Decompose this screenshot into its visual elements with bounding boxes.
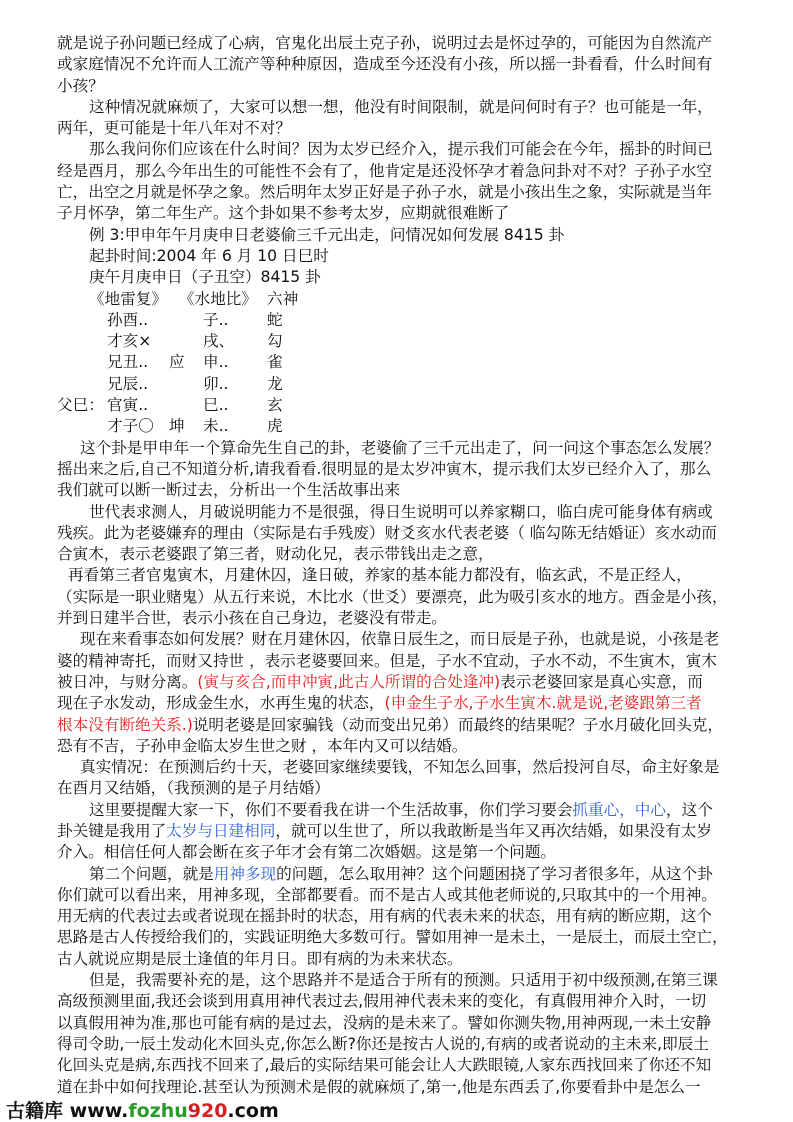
text-segment: 或家庭情况不允许而人工流产等种种原因，造成至今还没有小孩，所以摇一卦看看，什么时间有 xyxy=(57,55,712,74)
text-line xyxy=(57,800,737,821)
hexagram-cell: 兄丑.. xyxy=(107,353,149,372)
hexagram-cell: 雀 xyxy=(267,353,283,372)
text-segment: 例 3:甲申年午月庚申日老婆偷三千元出走，问情况如何发展 8415 卦 xyxy=(89,225,565,244)
text-line xyxy=(57,821,737,842)
hexagram-row xyxy=(57,352,737,373)
text-segment: 道在卦中如何找理论.甚至认为预测术是假的就麻烦了,第一,他是东西丢了,你要看卦中是怎么一 xyxy=(57,1077,701,1096)
header-changed-hexagram: 《水地比》 xyxy=(179,289,257,308)
text-line xyxy=(57,1055,737,1076)
text-line xyxy=(57,33,737,54)
header-original-hexagram: 《地雷复》 xyxy=(89,289,167,308)
text-line xyxy=(57,949,737,970)
text-line xyxy=(57,480,737,501)
text-line xyxy=(57,459,737,480)
text-line xyxy=(57,267,737,288)
text-segment: （实际是一职业赌鬼）从五行来说，木比水（世爻）要漂亮，此为吸引亥水的地方。酉金是小孩， xyxy=(57,587,728,606)
hexagram-cell: 龙 xyxy=(267,374,283,393)
text-segment: ，就可以生世了，所以我敢断是当年又再次结婚，如果没有太岁 xyxy=(275,821,712,840)
hexagram-cell: 子.. xyxy=(203,310,229,329)
text-segment: 摇出来之后,自己不知道分析,请我看看.很明显的是太岁冲寅木，提示我们太岁已经介入了，那么 xyxy=(57,459,712,478)
text-segment: 恐有不吉，子孙申金临太岁生世之财 ，本年内又可以结婚。 xyxy=(57,736,468,755)
text-line xyxy=(57,629,737,650)
hexagram-cell: 应 xyxy=(169,353,185,372)
hexagram-cell: 未.. xyxy=(203,417,229,436)
text-line xyxy=(57,565,737,586)
text-segment: 亡，出空之月就是怀孕之象。然后明年太岁正好是子孙子水，就是小孩出生之象，实际就是当年 xyxy=(57,183,712,202)
text-segment: 第二个问题，就是 xyxy=(89,864,214,883)
text-segment: 两年，更可能是十年八年对不对？ xyxy=(57,119,291,138)
text-line xyxy=(57,672,737,693)
text-line xyxy=(57,1034,737,1055)
text-segment: 古人就说应期是辰土逢值的年月日。即有病的为未来状态。 xyxy=(57,949,463,968)
text-line xyxy=(57,757,737,778)
text-line xyxy=(57,97,737,118)
text-line xyxy=(57,118,737,139)
text-segment: 的问题，怎么取用神？这个问题困挠了学习者很多年，从这个卦 xyxy=(276,864,713,883)
hexagram-cell: 卯.. xyxy=(203,374,229,393)
hexagram-row xyxy=(57,395,737,416)
text-segment: 合寅木，表示老婆跟了第三者，财动化兄，表示带钱出走之意， xyxy=(57,545,494,564)
text-segment: 高级预测里面,我还会谈到用真用神代表过去,假用神代表未来的变化，有真假用神介入时，一切 xyxy=(57,992,707,1011)
text-line xyxy=(57,736,737,757)
text-line xyxy=(57,970,737,991)
hexagram-cell: 蛇 xyxy=(267,310,283,329)
highlight-red: (申金生子水,子水生寅木.就是说,老婆跟第三者 xyxy=(384,694,702,713)
highlight-red: (寅与亥合,而申冲寅,此古人所谓的合处逢冲) xyxy=(197,672,501,691)
hexagram-row xyxy=(57,416,737,437)
text-segment: 世代表求测人，月破说明能力不是很强，得日生说明可以养家糊口，临白虎可能身体有病或 xyxy=(89,502,713,521)
text-line xyxy=(57,587,737,608)
text-line xyxy=(57,715,737,736)
hexagram-cell: 坤 xyxy=(169,417,185,436)
text-line xyxy=(57,906,737,927)
text-segment: 再看第三者官鬼寅木，月建休囚，逢日破，养家的基本能力都没有，临玄武，不是正经人， xyxy=(68,566,692,585)
hexagram-cell: 才子〇 xyxy=(107,417,154,436)
text-segment: 卦关键是我用了 xyxy=(57,821,167,840)
text-line xyxy=(57,693,737,714)
text-segment: 并到日建半合世，表示小孩在自己身边，老婆没有带走。 xyxy=(57,609,447,628)
hexagram-row xyxy=(57,331,737,352)
text-line xyxy=(57,502,737,523)
watermark-url-red: 920 xyxy=(187,1100,228,1122)
text-segment: 那么我问你们应该在什么时间？因为太岁已经介入，提示我们可能会在今年，摇卦的时间已 xyxy=(89,140,713,159)
hexagram-cell: 申.. xyxy=(203,353,229,372)
text-segment: 现在来看事态如何发展？财在月建休囚，依靠日辰生之，而日辰是子孙，也就是说，小孩是老 xyxy=(80,630,720,649)
text-segment: 真实情况：在预测后约十天，老婆回家继续要钱，不知怎么回事，然后投河自尽，命主好象是 xyxy=(80,758,720,777)
hexagram-cell: 父巳： xyxy=(57,396,104,415)
text-line xyxy=(57,54,737,75)
watermark-site-name: 古籍库 xyxy=(6,1100,64,1122)
hexagram-row xyxy=(57,310,737,331)
text-line xyxy=(57,139,737,160)
text-segment: 庚午月庚申日（子丑空）8415 卦 xyxy=(89,268,321,287)
text-segment: 介入。相信任何人都会断在亥子年才会有第二次婚姻。这是第一个问题。 xyxy=(57,843,557,862)
hexagram-cell: 虎 xyxy=(267,417,283,436)
hexagram-cell: 官寅.. xyxy=(107,396,149,415)
hexagram-cell: 才亥× xyxy=(107,332,152,351)
text-line xyxy=(57,651,737,672)
text-segment: 我们就可以断一断过去，分析出一个生活故事出来 xyxy=(57,481,401,500)
text-line xyxy=(57,246,737,267)
text-segment: 经是酉月，那么今年出生的可能性不会有了，他肯定是还没怀孕才着急问卦对不对？子孙子水空 xyxy=(57,161,712,180)
watermark-url-suffix: .com xyxy=(227,1100,279,1122)
text-line xyxy=(57,608,737,629)
intro-section xyxy=(57,33,737,289)
text-segment: 残疾。此为老婆嫌弃的理由（实际是右手残废）财爻亥水代表老婆（ 临勾陈无结婚证）亥水动而 xyxy=(57,523,717,542)
text-segment: 小孩？ xyxy=(57,76,104,95)
text-segment: 用无病的代表过去或者说现在摇卦时的状态，用有病的代表未来的状态，用有病的断应期，这个 xyxy=(57,907,712,926)
text-segment: 在酉月又结婚，（我预测的是子月结婚） xyxy=(57,779,330,798)
text-line xyxy=(57,161,737,182)
text-line xyxy=(57,885,737,906)
text-segment: 说明老婆是回家骗钱（动而变出兄弟）而最终的结果呢？子水月破化回头克， xyxy=(192,715,723,734)
text-segment: 以真假用神为准,那也可能有病的是过去，没病的是未来了。譬如你测失物,用神两现,一未土安静 xyxy=(57,1013,712,1032)
hexagram-cell: 孙酉.. xyxy=(107,310,149,329)
text-line xyxy=(57,76,737,97)
text-line xyxy=(57,438,737,459)
header-six-spirits: 六神 xyxy=(267,289,299,308)
hexagram-table-header xyxy=(57,289,737,310)
text-segment: 就是说子孙问题已经成了心病，官鬼化出辰土克子孙，说明过去是怀过孕的，可能因为自然流产 xyxy=(57,34,712,52)
text-segment: 表示老婆回家是真心实意，而 xyxy=(500,672,703,691)
main-text xyxy=(57,438,737,1098)
hexagram-row xyxy=(57,374,737,395)
text-line xyxy=(57,991,737,1012)
text-line xyxy=(57,1077,737,1098)
hexagram-table xyxy=(57,289,737,438)
text-segment: ，这个 xyxy=(666,800,713,819)
highlight-red: 根本没有断绝关系.) xyxy=(57,715,193,734)
highlight-blue: 太岁与日建相同 xyxy=(166,821,276,840)
text-segment: 思路是古人传授给我们的，实践证明绝大多数可行。譬如用神一是未土，一是辰土，而辰土空亡， xyxy=(57,928,728,947)
text-segment: 但是，我需要补充的是，这个思路并不是适合于所有的预测。只适用于初中级预测,在第三课 xyxy=(89,971,718,990)
text-line xyxy=(57,203,737,224)
hexagram-cell: 戌、 xyxy=(203,332,235,351)
text-line xyxy=(57,544,737,565)
document-body xyxy=(57,33,737,1098)
text-segment: 化回头克是病,东西找不回来了,最后的实际结果可能会让人大跌眼镜,人家东西找回来了你还不知 xyxy=(57,1056,712,1075)
hexagram-cell: 勾 xyxy=(267,332,283,351)
text-segment: 子月怀孕，第二年生产。这个卦如果不参考太岁，应期就很难断了 xyxy=(57,204,510,223)
watermark-url-green: fozhu xyxy=(128,1100,188,1122)
hexagram-cell: 玄 xyxy=(267,396,283,415)
text-segment: 婆的精神寄托，而财又持世 ，表示老婆要回来。但是，子水不宜动，子水不动，不生寅木，寅木 xyxy=(57,651,717,670)
text-line xyxy=(57,864,737,885)
text-segment: 起卦时间:2004 年 6 月 10 日巳时 xyxy=(89,246,329,265)
text-segment: 现在子水发动，形成金生水，水再生鬼的状态， xyxy=(57,694,385,713)
text-segment: 得司令助,一辰土发动化木回头克,你怎么断?你还是按古人说的,有病的或者说动的主未来,即辰土 xyxy=(57,1034,709,1053)
highlight-blue: 用神多现 xyxy=(213,864,277,883)
hexagram-cell: 兄辰.. xyxy=(107,374,149,393)
text-segment: 被日冲，与财分离。 xyxy=(57,672,198,691)
text-segment: 这里要提醒大家一下，你们不要看我在讲一个生活故事，你们学习要会 xyxy=(89,800,573,819)
text-line xyxy=(57,523,737,544)
watermark-url-prefix: www. xyxy=(69,1100,129,1122)
text-line xyxy=(57,778,737,799)
text-segment: 你们就可以看出来，用神多现，全部都要看。而不是古人或其他老师说的,只取其中的一个用神。 xyxy=(57,885,717,904)
text-line xyxy=(57,927,737,948)
text-line xyxy=(57,1013,737,1034)
hexagram-cell: 巳.. xyxy=(203,396,229,415)
text-line xyxy=(57,225,737,246)
text-line xyxy=(57,182,737,203)
text-segment: 这个卦是甲申年一个算命先生自己的卦，老婆偷了三千元出走了，问一问这个事态怎么发展？ xyxy=(80,438,720,457)
text-segment: 这种情况就麻烦了，大家可以想一想，他没有时间限制，就是问何时有子？也可能是一年， xyxy=(89,97,713,116)
text-line xyxy=(57,842,737,863)
watermark xyxy=(6,1100,279,1122)
highlight-blue: 抓重心，中心 xyxy=(572,800,666,819)
